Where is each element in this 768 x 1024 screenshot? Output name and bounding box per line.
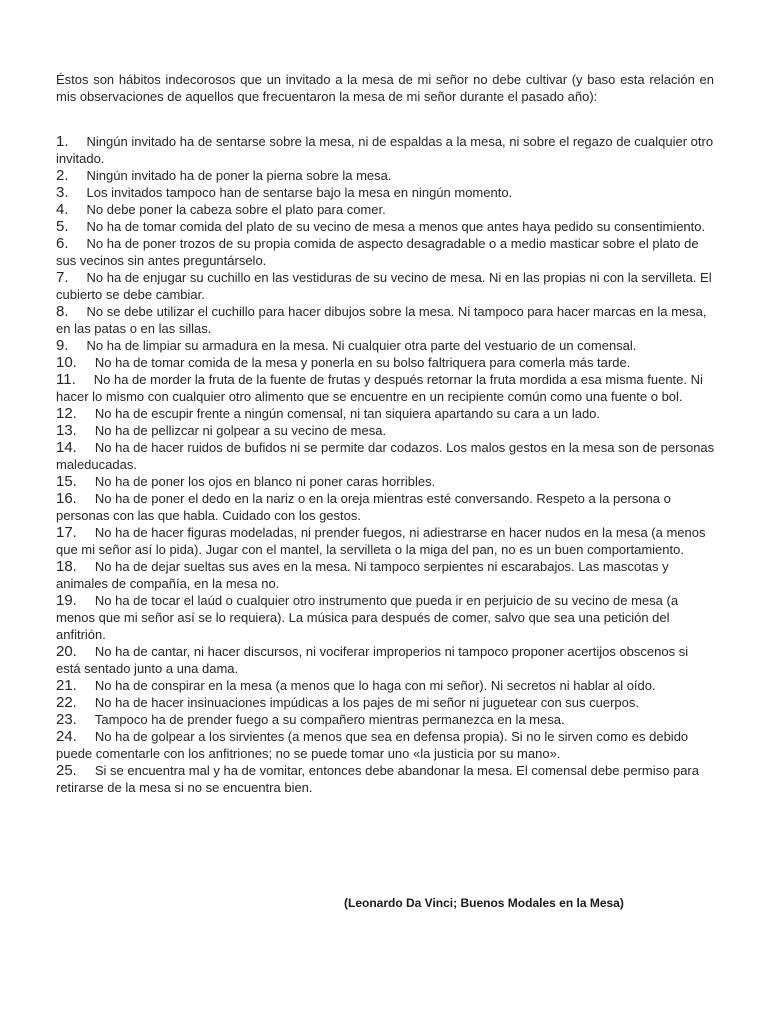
list-item xyxy=(56,405,716,422)
rule-text: No se debe utilizar el cuchillo para hacer dibujos sobre la mesa. Ni tampoco para hacer marcas en la mesa, en las patas o en las sillas. xyxy=(56,304,707,336)
rule-number: 1. xyxy=(56,133,69,150)
list-item xyxy=(56,439,716,473)
rule-text: No ha de hacer insinuaciones impúdicas a los pajes de mi señor ni juguetear con sus cuerpos. xyxy=(94,695,640,710)
rule-text: No ha de conspirar en la mesa (a menos que lo haga con mi señor). Ni secretos ni hablar al oído. xyxy=(94,678,656,693)
rule-number: 2. xyxy=(56,167,69,184)
intro-paragraph: Éstos son hábitos indecorosos que un invitado a la mesa de mi señor no debe cultivar (y baso esta relación en mis observaciones de aquellos que frecuentaron la mesa de mi señor durante el pasado año): xyxy=(56,72,714,104)
rule-number: 9. xyxy=(56,337,69,354)
rule-text: No ha de enjugar su cuchillo en las vestiduras de su vecino de mesa. Ni en las propias ni con la servilleta. El cubierto se debe cambiar. xyxy=(56,270,712,302)
rule-number: 25. xyxy=(56,762,77,779)
rule-text: Tampoco ha de prender fuego a su compañero mientras permanezca en la mesa. xyxy=(94,712,565,727)
list-item xyxy=(56,694,716,711)
rule-text: No ha de pellizcar ni golpear a su vecino de mesa. xyxy=(94,423,387,438)
rule-number: 20. xyxy=(56,643,77,660)
rule-number: 21. xyxy=(56,677,77,694)
list-item xyxy=(56,711,716,728)
rule-number: 18. xyxy=(56,558,77,575)
rule-number: 15. xyxy=(56,473,77,490)
rule-number: 6. xyxy=(56,235,69,252)
rule-text: No ha de cantar, ni hacer discursos, ni vociferar improperios ni tampoco proponer acertijos obscenos si está sentado junto a una dama. xyxy=(56,644,689,676)
rule-number: 13. xyxy=(56,422,77,439)
list-item xyxy=(56,133,716,167)
rule-text: No ha de golpear a los sirvientes (a menos que sea en defensa propia). Si no le sirven como es debido puede comentarle con los anfitriones; no se puede tomar uno «la justicia por su mano». xyxy=(56,729,689,761)
rule-text: Los invitados tampoco han de sentarse bajo la mesa en ningún momento. xyxy=(86,185,513,200)
list-item xyxy=(56,728,716,762)
rule-text: No ha de poner el dedo en la nariz o en la oreja mientras esté conversando. Respeto a la persona o personas con las que habla. Cuidado con los gestos. xyxy=(56,491,671,523)
rule-number: 8. xyxy=(56,303,69,320)
rule-number: 4. xyxy=(56,201,69,218)
list-item xyxy=(56,184,716,201)
rule-number: 14. xyxy=(56,439,77,456)
rule-number: 11. xyxy=(56,371,76,388)
list-item xyxy=(56,218,716,235)
rule-number: 7. xyxy=(56,269,69,286)
rule-text: Ningún invitado ha de poner la pierna sobre la mesa. xyxy=(86,168,392,183)
rules-list xyxy=(56,133,716,796)
list-item xyxy=(56,337,716,354)
list-item xyxy=(56,524,716,558)
rule-text: No ha de escupir frente a ningún comensal, ni tan siquiera apartando su cara a un lado. xyxy=(94,406,601,421)
rule-number: 23. xyxy=(56,711,77,728)
rule-text: No ha de limpiar su armadura en la mesa. Ni cualquier otra parte del vestuario de un comensal. xyxy=(86,338,637,353)
rule-number: 24. xyxy=(56,728,77,745)
rule-number: 5. xyxy=(56,218,69,235)
rule-text: Ningún invitado ha de sentarse sobre la mesa, ni de espaldas a la mesa, ni sobre el regazo de cualquier otro invitado. xyxy=(56,134,714,166)
list-item xyxy=(56,643,716,677)
list-item xyxy=(56,201,716,218)
rule-number: 3. xyxy=(56,184,69,201)
list-item xyxy=(56,677,716,694)
rule-text: No ha de morder la fruta de la fuente de frutas y después retornar la fruta mordida a esa misma fuente. Ni hacer lo mismo con cualquier otro alimento que se encuentre en un recipiente común como una fuente o bol. xyxy=(56,372,703,404)
list-item xyxy=(56,473,716,490)
list-item xyxy=(56,490,716,524)
attribution: (Leonardo Da Vinci; Buenos Modales en la Mesa) xyxy=(344,896,624,910)
list-item xyxy=(56,354,716,371)
rule-text: No ha de poner los ojos en blanco ni poner caras horribles. xyxy=(94,474,436,489)
rule-text: No ha de dejar sueltas sus aves en la mesa. Ni tampoco serpientes ni escarabajos. Las mascotas y animales de compañía, en la mesa no. xyxy=(56,559,669,591)
list-item xyxy=(56,592,716,643)
rule-text: Si se encuentra mal y ha de vomitar, entonces debe abandonar la mesa. El comensal debe permiso para retirarse de la mesa si no se encuentra bien. xyxy=(56,763,699,795)
list-item xyxy=(56,235,716,269)
rule-text: No ha de tocar el laúd o cualquier otro instrumento que pueda ir en perjuicio de su vecino de mesa (a menos que mi señor así se lo requiera). La música para después de comer, salvo que sea una petición del anfitrión. xyxy=(56,593,679,642)
rule-text: No debe poner la cabeza sobre el plato para comer. xyxy=(86,202,386,217)
rule-number: 12. xyxy=(56,405,77,422)
rule-number: 19. xyxy=(56,592,77,609)
rule-text: No ha de hacer figuras modeladas, ni prender fuegos, ni adiestrarse en hacer nudos en la mesa (a menos que mi señor así lo pida). Jugar con el mantel, la servilleta o la miga del pan, no es un buen comportamiento. xyxy=(56,525,706,557)
list-item xyxy=(56,167,716,184)
rule-number: 17. xyxy=(56,524,77,541)
rule-number: 22. xyxy=(56,694,77,711)
list-item xyxy=(56,558,716,592)
rule-number: 16. xyxy=(56,490,77,507)
list-item xyxy=(56,371,716,405)
rule-text: No ha de poner trozos de su propia comida de aspecto desagradable o a medio masticar sobre el plato de sus vecinos sin antes preguntárselo. xyxy=(56,236,699,268)
rule-text: No ha de hacer ruidos de bufidos ni se permite dar codazos. Los malos gestos en la mesa son de personas maleducadas. xyxy=(56,440,715,472)
list-item xyxy=(56,269,716,303)
rule-text: No ha de tomar comida del plato de su vecino de mesa a menos que antes haya pedido su consentimiento. xyxy=(86,219,706,234)
list-item xyxy=(56,303,716,337)
list-item xyxy=(56,422,716,439)
rule-number: 10. xyxy=(56,354,77,371)
list-item xyxy=(56,762,716,796)
rule-text: No ha de tomar comida de la mesa y ponerla en su bolso faltriquera para comerla más tarde. xyxy=(94,355,631,370)
